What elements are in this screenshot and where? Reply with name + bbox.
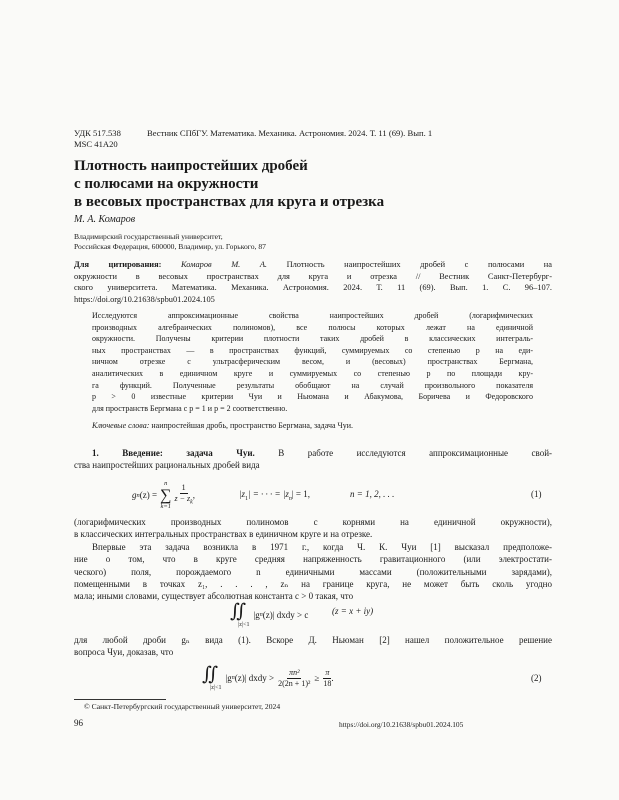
section-line-2: ства наипростейших рациональных дробей вида — [74, 460, 260, 471]
abstract-line: аналитических в единичном круге и суммируемых со степенью p по площади кру- — [92, 368, 533, 378]
keywords-text: наипростейшая дробь, пространство Бергмана, задача Чуи. — [151, 421, 354, 430]
citation-author: Комаров М. А. — [181, 260, 268, 269]
abstract-line: для пространств Бергмана с p = 1 и p = 2 соответственно. — [92, 403, 288, 413]
abstract-line: ных пространствах — в пространствах функций, суммируемых со степенью p на еди- — [92, 345, 533, 355]
title-line-1: Плотность наипростейших дробей — [74, 158, 308, 174]
body-line: Впервые эта задача возникла в 1971 г., когда Ч. К. Чуи [1] высказал предположе- — [92, 541, 552, 552]
msc-code: MSC 41A20 — [74, 139, 118, 149]
copyright: © Санкт-Петербургский государственный университет, 2024 — [84, 702, 281, 711]
body-line: в классических интегральных пространствах в единичном круге и на отрезке. — [74, 529, 373, 540]
sum-sign: n ∑ k=1 — [160, 479, 172, 510]
equation-chui-condition: (z = x + iy) — [332, 606, 374, 616]
fraction-2: $\frac{\text{πn²}}{\text{2(2n + 1)²}}$ — [278, 667, 311, 688]
citation-label: Для цитирования: — [74, 260, 162, 269]
abstract — [92, 310, 533, 414]
footnote-rule — [74, 699, 166, 700]
abstract-line: га функций. Полученные результаты обобщают на случай произвольного показателя — [92, 380, 533, 390]
abstract-line: ничном отрезке с ультрасферическим весом, и (весовых) пространствах Бергмана, — [92, 357, 533, 367]
body-line: ческого) поля, порождаемого n единичными массами (положительными зарядами), — [74, 566, 552, 577]
fraction-3: $\frac{\pi}{18}$ — [323, 667, 332, 688]
citation-block — [74, 259, 552, 305]
equation-1-range: n = 1, 2, . . . — [350, 489, 395, 499]
keywords — [92, 420, 353, 431]
fraction-1: $\frac{1}{z - z_k}$ — [174, 482, 193, 506]
title-line-2: с полюсами на окружности — [74, 176, 259, 192]
body-line: мала; иными словами, существует абсолютная константа c > 0 такая, что — [74, 591, 354, 602]
equation-2-number: (2) — [531, 673, 542, 683]
title-line-3: в весовых пространствах для круга и отрезка — [74, 194, 385, 210]
equation-chui: ∬ |z|<1 |g n (z)| dxdy > c — [230, 601, 309, 628]
equation-1-condition: $|z_1|$ = · · · = $|z_n| = 1$, — [239, 489, 310, 502]
page-number: 96 — [74, 718, 83, 728]
keywords-label: Ключевые слова: — [92, 421, 150, 430]
body-line: для любой дроби gₙ вида (1). Вскоре Д. Ньюман [2] нашел положительное решение — [74, 635, 552, 645]
citation-doi: https://doi.org/10.21638/spbu01.2024.105 — [74, 294, 215, 304]
body-line: (логарифмических производных полиномов с корнями на единичной окружности), — [74, 517, 552, 527]
body-line: помещенными в точках z₁, . . . , zₙ на границе круга, не может быть сколь угодно — [74, 579, 552, 590]
journal-info: Вестник СПбГУ. Математика. Механика. Астрономия. 2024. Т. 11 (69). Вып. 1 — [147, 128, 433, 138]
abstract-line: p > 0 известные критерии Чуи и Ньюмана и Абакумова, Боричева и Федоровского — [92, 392, 533, 402]
affiliation-line-1: Владимирский государственный университет, — [74, 232, 223, 241]
citation-line-2: окружности в весовых пространствах для круга и отрезка // Вестник Санкт-Петербург- — [74, 271, 552, 281]
body-paragraph-2 — [74, 634, 552, 659]
abstract-line: Исследуются аппроксимационные свойства наипростейших дробей (логарифмических — [92, 311, 533, 320]
abstract-line: окружности. Получены критерии плотности таких дробей в классических интеграль- — [92, 334, 533, 344]
section-lead: В работе исследуются аппроксимационные свой- — [278, 448, 553, 458]
footer-doi: https://doi.org/10.21638/spbu01.2024.105 — [339, 720, 464, 729]
udc-code: УДК 517.538 — [74, 128, 121, 138]
author: М. А. Комаров — [74, 214, 136, 225]
abstract-line: производных алгебраических полиномов), все полюсы которых лежат на единичной — [92, 322, 533, 332]
section-heading: 1. Введение: задача Чуи. — [92, 448, 255, 458]
citation-line-1: Плотность наипростейших дробей с полюсами на — [286, 260, 553, 269]
body-line: вопроса Чуи, доказав, что — [74, 647, 174, 658]
section-intro — [74, 447, 552, 472]
body-line: ние о том, что в круге средняя напряженность гравитационного (или электростати- — [74, 554, 552, 565]
citation-line-3: ского университета. Математика. Механика. Астрономия. 2024. Т. 11 (69). Вып. 1. С. 96–107. — [74, 283, 552, 292]
equation-2: ∬ |z|<1 |g n (z)| dxdy > $\frac{\text{πn²}}{\text{2(2n + 1)²}}$ ≥ $\frac{\pi}{18}$ . — [202, 664, 334, 691]
equation-1: g n (z) = n ∑ k=1 $\frac{1}{z - z_k}$ , — [132, 479, 196, 510]
affiliation-line-2: Российская Федерация, 600000, Владимир, ул. Горького, 87 — [74, 242, 266, 251]
equation-1-number: (1) — [531, 489, 542, 499]
body-paragraph-1 — [74, 516, 552, 603]
